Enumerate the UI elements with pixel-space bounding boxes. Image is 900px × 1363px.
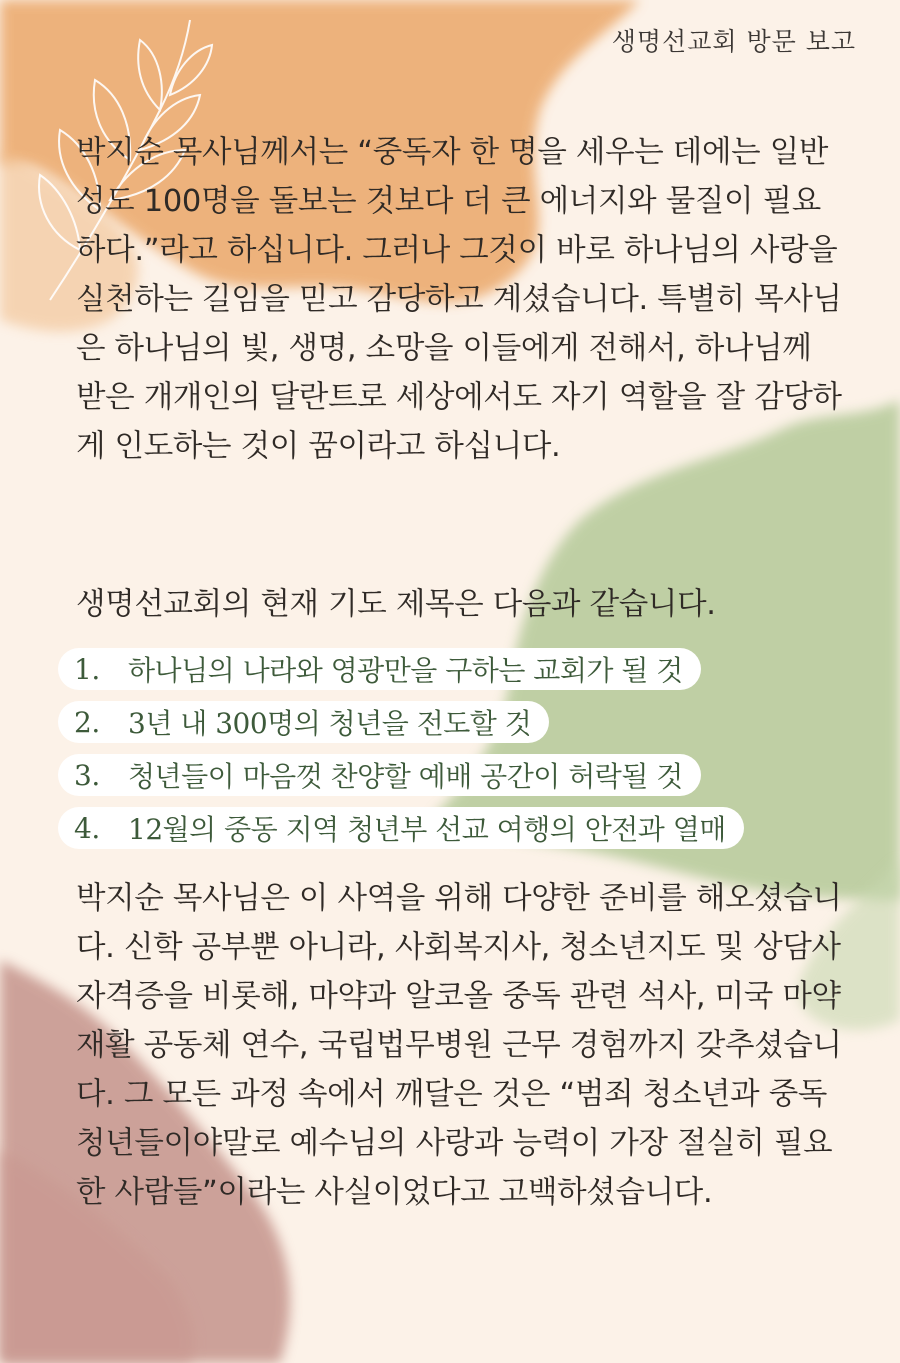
prayer-item	[58, 648, 701, 690]
prayer-number: 3.	[74, 758, 100, 792]
prayer-intro: 생명선교회의 현재 기도 제목은 다음과 같습니다.	[76, 587, 716, 622]
prayer-text: 청년들이 마음껏 찬양할 예배 공간이 허락될 것	[128, 760, 683, 793]
prayer-text: 3년 내 300명의 청년을 전도할 것	[128, 707, 532, 740]
prayer-number: 1.	[74, 652, 100, 686]
prayer-text: 하나님의 나라와 영광만을 구하는 교회가 될 것	[128, 654, 683, 687]
prayer-item	[58, 701, 549, 743]
prayer-number: 2.	[74, 705, 100, 739]
prayer-text: 12월의 중동 지역 청년부 선교 여행의 안전과 열매	[128, 813, 726, 846]
prayer-list	[58, 648, 744, 860]
paragraph-mission: 박지순 목사님께서는 “중독자 한 명을 세우는 데에는 일반 성도 100명을 돌보는 것보다 더 큰 에너지와 물질이 필요하다.”라고 하십니다. 그러나 그것이 바로 하나님의 사랑을 실천하는 길임을 믿고 감당하고 계셨습니다. 특별히 목사님은 하나님의 빛, 생명, 소망을 이들에게 전해서, 하나님께 받은 개개인의 달란트로 세상에서도 자기 역할을 잘 감당하게 인도하는 것이 꿈이라고 하십니다.	[76, 135, 842, 464]
prayer-item	[58, 754, 701, 796]
paragraph-preparation: 박지순 목사님은 이 사역을 위해 다양한 준비를 해오셨습니다. 신학 공부뿐 아니라, 사회복지사, 청소년지도 및 상담사 자격증을 비롯해, 마약과 알코올 중독 관련 석사, 미국 마약 재활 공동체 연수, 국립법무병원 근무 경험까지 갖추셨습니다. 그 모든 과정 속에서 깨달은 것은 “범죄 청소년과 중독 청년들이야말로 예수님의 사랑과 능력이 가장 절실히 필요한 사람들”이라는 사실이었다고 고백하셨습니다.	[76, 881, 842, 1210]
prayer-number: 4.	[74, 811, 100, 845]
prayer-item	[58, 807, 744, 849]
header-title: 생명선교회 방문 보고	[611, 27, 856, 56]
